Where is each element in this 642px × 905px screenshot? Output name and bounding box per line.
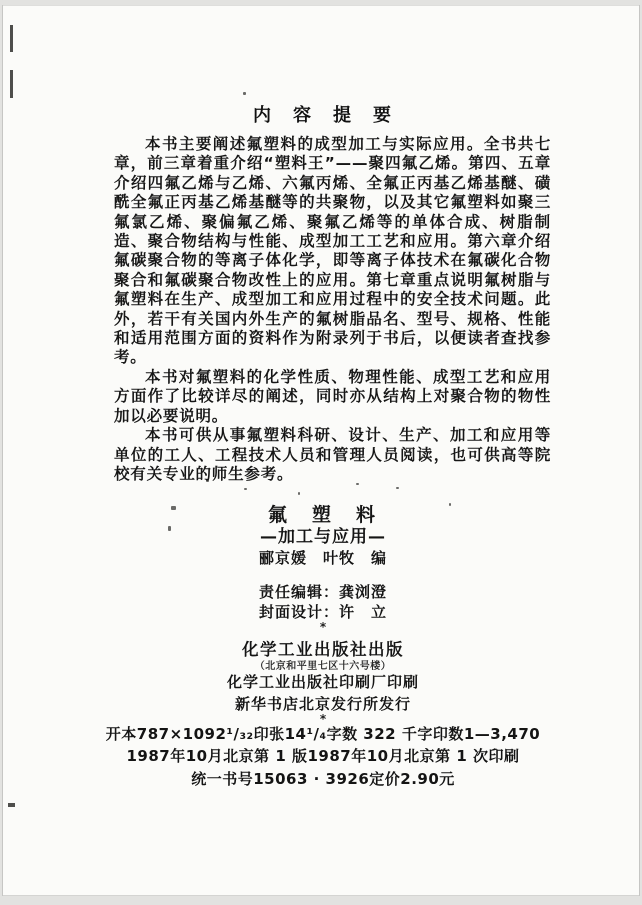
summary-paragraph-2: 本书对氟塑料的化学性质、物理性能、成型工艺和应用方面作了比较详尽的阐述，同时亦从结构上对聚合物的物性加以必要说明。 [114, 367, 551, 425]
book-title: 氟 塑 料 [267, 504, 378, 526]
scan-artifact [10, 25, 13, 52]
star-separator-2: * [319, 712, 327, 726]
scan-artifact [8, 803, 15, 807]
responsible-editor-line: 责任编辑：龚浏澄 [258, 583, 387, 601]
distributor-line: 新华书店北京发行所发行 [234, 695, 411, 713]
format-statistics-line: 开本787×1092¹/₃₂印张14¹/₄字数 322 千字印数1—3,470 [105, 725, 541, 743]
scan-speck [298, 492, 300, 495]
publisher-address-line: （北京和平里七区十六号楼） [254, 661, 392, 672]
cover-design-line: 封面设计：许 立 [258, 603, 387, 621]
edition-printing-line: 1987年10月北京第 1 版1987年10月北京第 1 次印刷 [126, 747, 520, 765]
content-summary-heading: 内 容 提 要 [253, 105, 393, 126]
summary-paragraph-3: 本书可供从事氟塑料科研、设计、生产、加工和应用等单位的工人、工程技术人员和管理人员阅读，也可供高等院校有关专业的师生参考。 [114, 426, 551, 483]
scan-speck [244, 488, 247, 490]
summary-paragraph-1: 本书主要阐述氟塑料的成型加工与实际应用。全书共七章，前三章着重介绍“塑料王”——聚四氟乙烯。第四、五章介绍四氟乙烯与乙烯、六氟丙烯、全氟正丙基乙烯基醚、磺酰全氟正丙基乙烯基醚等的共聚物，以及其它氟塑料如聚三氟氯乙烯、聚偏氟乙烯、聚氟乙烯等的单体合成、树脂制造、聚合物结构与性能、成型加工工艺和应用。第六章介绍氟碳聚合物的等离子体化学，即等离子体技术在氟碳化合物聚合和氟碳聚合物改性上的应用。第七章重点说明氟树脂与氟塑料在生产、成型加工和应用过程中的安全技术问题。此外，若干有关国内外生产的氟树脂品名、型号、规格、性能和适用范围方面的资料作为附录列于书后，以便读者查找参考。 [114, 135, 551, 367]
paper-sheet [2, 5, 640, 896]
publisher-line: 化学工业出版社出版 [242, 640, 404, 659]
scan-speck [396, 487, 399, 489]
book-subtitle: —加工与应用— [260, 527, 386, 547]
star-separator: * [319, 620, 327, 634]
scan-artifact [10, 70, 13, 98]
book-number-price-line: 统一书号15063 · 3926定价2.90元 [191, 770, 455, 788]
printer-line: 化学工业出版社印刷厂印刷 [226, 673, 419, 691]
authors-line: 郦京媛 叶牧 编 [258, 549, 387, 567]
content-summary-text [114, 135, 551, 484]
scan-speck [243, 92, 246, 95]
